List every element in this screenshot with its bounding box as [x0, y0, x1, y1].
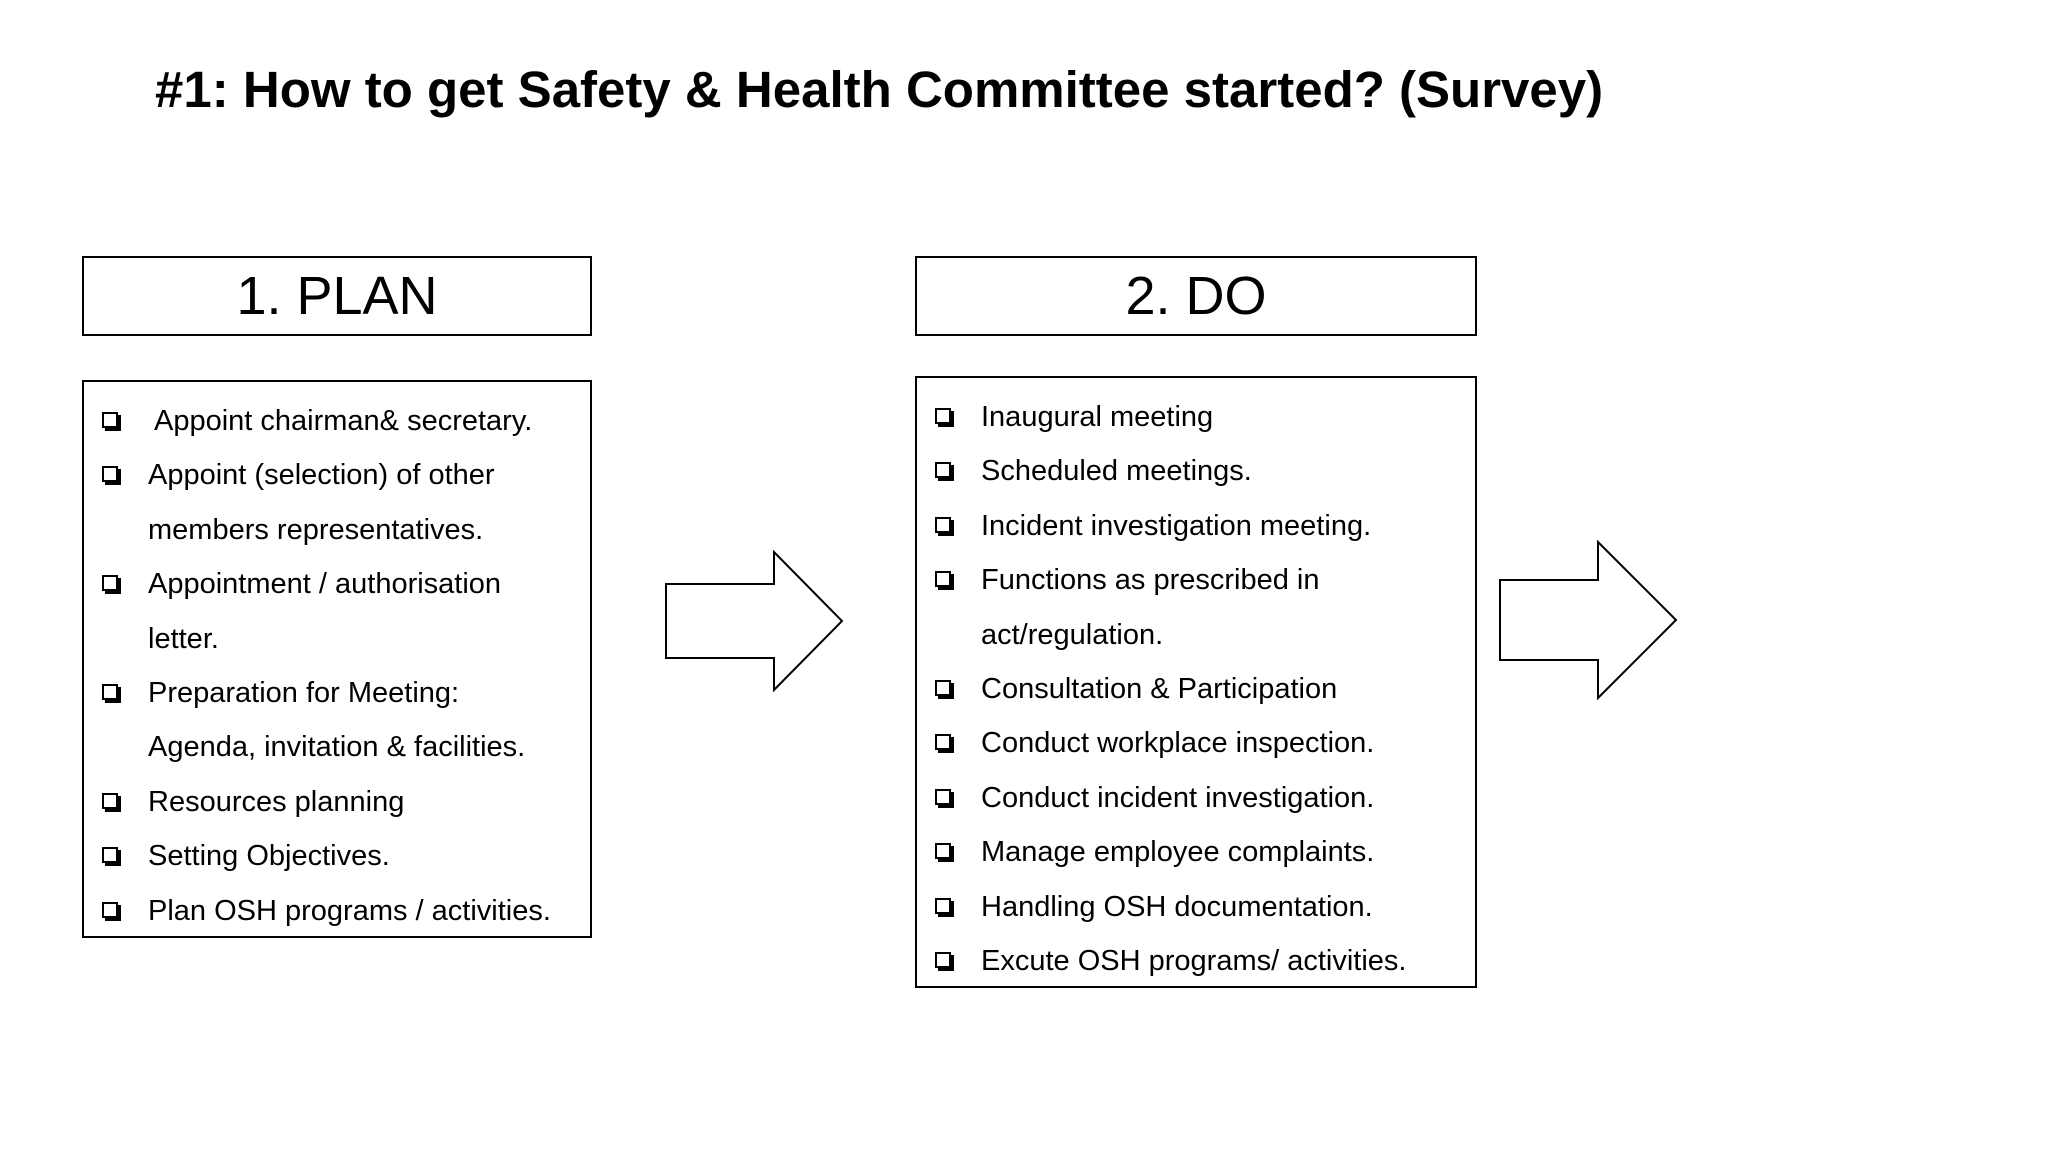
plan-list-item: Setting Objectives. — [84, 829, 590, 883]
plan-header-label: 1. PLAN — [236, 266, 438, 326]
checkbox-icon — [102, 466, 118, 482]
checkbox-icon — [102, 684, 118, 700]
do-list-item: Handling OSH documentation. — [917, 880, 1475, 934]
checkbox-icon — [935, 843, 951, 859]
checkbox-icon — [102, 902, 118, 918]
checkbox-icon — [102, 793, 118, 809]
checkbox-icon — [102, 847, 118, 863]
do-header-label: 2. DO — [1125, 266, 1267, 326]
checkbox-icon — [935, 517, 951, 533]
do-list-item: Conduct workplace inspection. — [917, 716, 1475, 770]
checkbox-icon — [935, 898, 951, 914]
checkbox-icon — [935, 408, 951, 424]
do-list-item: Manage employee complaints. — [917, 825, 1475, 879]
do-list-item: Inaugural meeting — [917, 390, 1475, 444]
plan-list-item: Preparation for Meeting: Agenda, invitation & facilities. — [84, 666, 590, 775]
checkbox-icon — [935, 462, 951, 478]
do-list-item: Incident investigation meeting. — [917, 499, 1475, 553]
do-list-item: Functions as prescribed in act/regulation. — [917, 553, 1475, 662]
plan-list — [82, 380, 592, 938]
right-arrow-icon — [1498, 540, 1680, 700]
checkbox-icon — [102, 575, 118, 591]
do-list-item: Consultation & Participation — [917, 662, 1475, 716]
plan-list-item: Appoint chairman& secretary. — [84, 394, 590, 448]
plan-list-item: Appoint (selection) of other members representatives. — [84, 448, 590, 557]
checkbox-icon — [935, 734, 951, 750]
checkbox-icon — [935, 952, 951, 968]
checkbox-icon — [935, 789, 951, 805]
plan-list-item: Appointment / authorisation letter. — [84, 557, 590, 666]
checkbox-icon — [935, 680, 951, 696]
do-list-item: Scheduled meetings. — [917, 444, 1475, 498]
checkbox-icon — [935, 571, 951, 587]
plan-list-item: Resources planning — [84, 775, 590, 829]
do-list — [915, 376, 1477, 988]
plan-list-item: Plan OSH programs / activities. — [84, 884, 590, 938]
do-header — [915, 256, 1477, 336]
do-list-item: Excute OSH programs/ activities. — [917, 934, 1475, 988]
plan-header — [82, 256, 592, 336]
slide-title: #1: How to get Safety & Health Committee started? (Survey) — [155, 61, 1604, 118]
right-arrow-icon — [664, 550, 846, 692]
checkbox-icon — [102, 412, 118, 428]
do-list-item: Conduct incident investigation. — [917, 771, 1475, 825]
